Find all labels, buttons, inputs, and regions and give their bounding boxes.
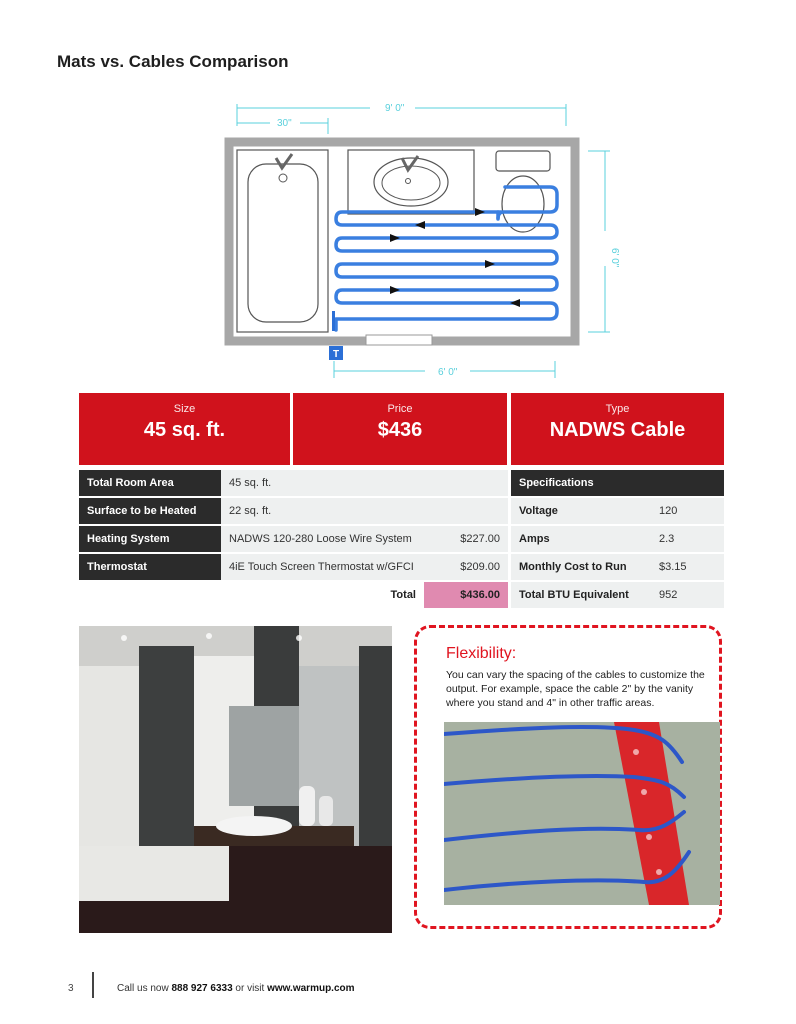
spec-label: Total BTU Equivalent: [511, 582, 651, 608]
specifications-table: [511, 468, 724, 610]
table-row: [79, 554, 508, 580]
spec-value: 2.3: [651, 526, 724, 552]
cost-table: [79, 468, 508, 610]
table-row: [511, 582, 724, 608]
cable-installation-photo: [444, 722, 720, 905]
flexibility-text: You can vary the spacing of the cables to customize the output. For example, space the cable 2" by the vanity where you stand and 4" in other traffic areas.: [446, 669, 705, 709]
spec-label: Amps: [511, 526, 651, 552]
bathroom-photo: [79, 626, 392, 933]
phone-number: 888 927 6333: [171, 983, 233, 994]
dim-height-label: 6' 0": [609, 248, 620, 268]
thermostat-label: T: [332, 349, 340, 360]
footer-contact: [117, 983, 355, 994]
row-label: Heating System: [79, 526, 221, 552]
heating-cable: [336, 187, 557, 330]
spec-label: Monthly Cost to Run: [511, 554, 651, 580]
size-value: 45 sq. ft.: [143, 419, 226, 441]
floor-plan-diagram: [220, 96, 620, 381]
size-summary: [79, 393, 290, 465]
price-label: Price: [387, 403, 413, 415]
total-value: $436.00: [424, 582, 508, 608]
price-value: $436: [377, 419, 423, 441]
row-label: Total Room Area: [79, 470, 221, 496]
footer-prefix: Call us now: [117, 983, 172, 994]
cable-direction-arrows: [390, 208, 520, 307]
dim-tub-label: 30": [277, 118, 292, 129]
row-value: 22 sq. ft.: [221, 498, 508, 524]
bathtub: [237, 150, 328, 332]
dim-bottom-label: 6' 0": [438, 367, 458, 378]
table-row: [511, 526, 724, 552]
page-number: 3: [68, 983, 74, 994]
footer-mid: or visit: [232, 983, 268, 994]
toilet: [496, 151, 550, 171]
spec-value: 952: [651, 582, 724, 608]
flexibility-title: Flexibility:: [446, 645, 517, 662]
type-label: Type: [605, 403, 630, 415]
spec-header-row: [511, 470, 724, 496]
footer-divider: [92, 972, 94, 998]
dim-width-label: 9' 0": [385, 103, 405, 114]
door: [366, 335, 432, 345]
size-label: Size: [173, 403, 196, 415]
spec-header: Specifications: [511, 470, 651, 496]
row-price: $209.00: [424, 554, 508, 580]
table-row: [79, 470, 508, 496]
room-walls: [229, 142, 575, 341]
type-summary: [511, 393, 724, 465]
table-row: [511, 498, 724, 524]
website-link[interactable]: www.warmup.com: [267, 983, 355, 994]
type-value: NADWS Cable: [549, 419, 686, 441]
row-value: NADWS 120-280 Loose Wire System: [221, 526, 424, 552]
page-title: Mats vs. Cables Comparison: [57, 52, 289, 71]
table-row: [511, 554, 724, 580]
price-summary: [293, 393, 507, 465]
table-row: [79, 498, 508, 524]
spec-value: 120: [651, 498, 724, 524]
table-row: [79, 526, 508, 552]
row-label: Thermostat: [79, 554, 221, 580]
row-value: 45 sq. ft.: [221, 470, 508, 496]
spec-value: $3.15: [651, 554, 724, 580]
row-label: Surface to be Heated: [79, 498, 221, 524]
sink-vanity: [348, 150, 474, 214]
total-row: [79, 582, 508, 608]
spec-label: Voltage: [511, 498, 651, 524]
row-value: 4iE Touch Screen Thermostat w/GFCI: [221, 554, 424, 580]
row-price: $227.00: [424, 526, 508, 552]
total-label: Total: [221, 582, 424, 608]
